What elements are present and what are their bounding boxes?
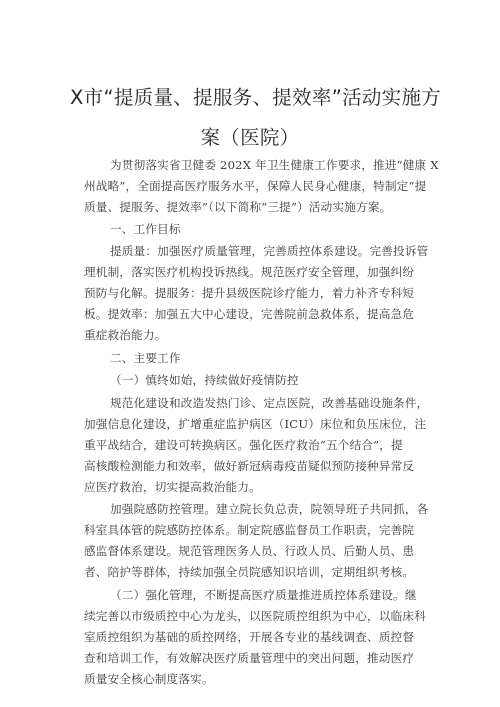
body-line: 查和培训工作，有效解决医疗质量管理中的突出问题，推动医疗: [84, 651, 415, 665]
body-line: 质量、提服务、提效率”（以下简称“三提”）活动实施方案。: [84, 200, 392, 214]
body-line: 者、陪护等群体，持续加强全员院感知识培训，定期组织考核。: [84, 565, 415, 579]
body-line: 科室具体管的院感防控体系。制定院感监督员工作职责，完善院: [84, 523, 415, 537]
document-title-line-1: X市“提质量、提服务、提效率”活动实施方: [70, 86, 442, 109]
body-line: 加强信息化建设，扩增重症监护病区（ICU）床位和负压床位，注: [84, 417, 427, 431]
section-heading: 一、工作目标: [110, 222, 181, 236]
subsection-heading: （一）慎终如始，持续做好疫情防控: [110, 373, 299, 387]
body-line: 感监督体系建设。规范管理医务人员、行政人员、后勤人员、患: [84, 544, 415, 558]
body-line: 质量安全核心制度落实。: [84, 672, 214, 686]
body-line: 提质量：加强医疗质量管理，完善质控体系建设。完善投诉管: [110, 244, 429, 258]
body-line: 理机制，落实医疗机构投诉热线。规范医疗安全管理，加强纠纷: [84, 265, 415, 279]
subsection-heading: （二）强化管理，不断提高医疗质量推进质控体系建设。继: [110, 588, 417, 602]
body-line: 预防与化解。提服务：提升县级医院诊疗能力，着力补齐专科短: [84, 286, 415, 300]
body-line: 加强院感防控管理。建立院长负总责，院领导班子共同抓，各: [110, 502, 429, 516]
body-line: 应医疗救治，切实提高救治能力。: [84, 480, 261, 494]
body-line: 为贯彻落实省卫健委 202X 年卫生健康工作要求，推进“健康 X: [110, 158, 439, 172]
document-title-line-2: 案（医院）: [200, 126, 300, 149]
section-heading: 二、主要工作: [110, 351, 181, 365]
body-line: 板。提效率：加强五大中心建设，完善院前急救体系，提高急危: [84, 307, 415, 321]
body-line: 规范化建设和改造发热门诊、定点医院，改善基础设施条件，: [110, 396, 429, 410]
body-line: 州战略”，全面提高医疗服务水平，保障人民身心健康，特制定“提: [84, 179, 427, 193]
body-line: 重症救治能力。: [84, 328, 167, 342]
body-line: 续完善以市级质控中心为龙头，以医院质控组织为中心，以临床科: [84, 609, 427, 623]
body-line: 重平战结合，建设可转换病区。强化医疗救治“五个结合”，提: [84, 438, 403, 452]
body-line: 高核酸检测能力和效率，做好新冠病毒疫苗疑似预防接种异常反: [84, 459, 415, 473]
body-line: 室质控组织为基础的质控网络，开展各专业的基线调查、质控督: [84, 630, 415, 644]
